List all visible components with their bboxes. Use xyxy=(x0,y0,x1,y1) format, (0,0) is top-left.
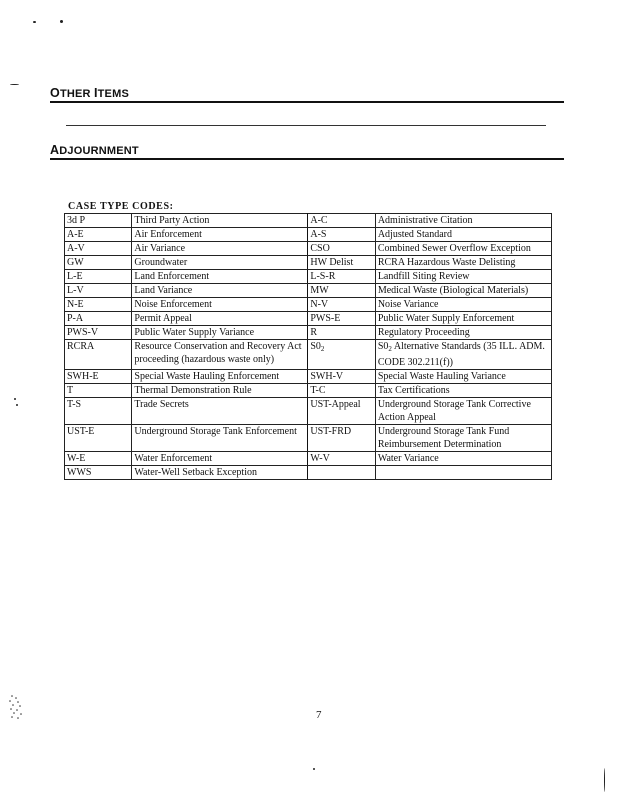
case-code-cell: WWS xyxy=(65,466,132,480)
adjournment-rule xyxy=(50,158,564,160)
table-row xyxy=(65,398,552,425)
case-code-cell xyxy=(308,466,375,480)
case-code-cell: A-V xyxy=(65,242,132,256)
case-code-cell: UST-Appeal xyxy=(308,398,375,425)
case-code-cell: T-C xyxy=(308,384,375,398)
case-description-cell: Land Variance xyxy=(132,284,308,298)
table-row xyxy=(65,340,552,370)
scan-speck xyxy=(33,21,36,23)
case-code-cell: A-E xyxy=(65,228,132,242)
other-items-heading: OTHER ITEMS xyxy=(50,86,129,100)
case-description-cell xyxy=(375,466,551,480)
case-description-cell: Tax Certifications xyxy=(375,384,551,398)
case-code-cell: HW Delist xyxy=(308,256,375,270)
case-code-cell: T xyxy=(65,384,132,398)
table-row xyxy=(65,214,552,228)
case-description-cell: Third Party Action xyxy=(132,214,308,228)
case-description-cell: Adjusted Standard xyxy=(375,228,551,242)
case-description-cell: Permit Appeal xyxy=(132,312,308,326)
case-code-cell: UST-FRD xyxy=(308,425,375,452)
case-description-cell: Water Variance xyxy=(375,452,551,466)
case-description-cell: Air Enforcement xyxy=(132,228,308,242)
case-description-cell: Land Enforcement xyxy=(132,270,308,284)
case-code-cell: GW xyxy=(65,256,132,270)
case-description-cell: Noise Enforcement xyxy=(132,298,308,312)
case-description-cell: Combined Sewer Overflow Exception xyxy=(375,242,551,256)
case-description-cell: Public Water Supply Enforcement xyxy=(375,312,551,326)
case-type-codes-table xyxy=(64,213,552,480)
blank-line xyxy=(66,125,546,126)
case-code-cell: CSO xyxy=(308,242,375,256)
case-code-cell: L-S-R xyxy=(308,270,375,284)
case-code-cell: N-E xyxy=(65,298,132,312)
scan-speck xyxy=(16,404,18,406)
case-code-cell: SWH-V xyxy=(308,370,375,384)
case-description-cell: Special Waste Hauling Variance xyxy=(375,370,551,384)
case-description-cell: Air Variance xyxy=(132,242,308,256)
case-code-cell: SWH-E xyxy=(65,370,132,384)
case-description-cell: Regulatory Proceeding xyxy=(375,326,551,340)
other-items-rule xyxy=(50,101,564,103)
case-description-cell: Underground Storage Tank Enforcement xyxy=(132,425,308,452)
table-row xyxy=(65,370,552,384)
table-row xyxy=(65,242,552,256)
case-code-cell: 3d P xyxy=(65,214,132,228)
scan-speck xyxy=(14,398,16,400)
case-code-cell: MW xyxy=(308,284,375,298)
table-row xyxy=(65,466,552,480)
scan-noise xyxy=(6,692,30,722)
case-code-cell: $S0_2$ xyxy=(308,340,375,370)
case-description-cell: Groundwater xyxy=(132,256,308,270)
table-row xyxy=(65,384,552,398)
case-code-cell: P-A xyxy=(65,312,132,326)
subscript: 2 xyxy=(320,345,325,353)
case-description-cell: Noise Variance xyxy=(375,298,551,312)
table-row xyxy=(65,256,552,270)
case-description-cell: Underground Storage Tank Corrective Action Appeal xyxy=(375,398,551,425)
table-row xyxy=(65,284,552,298)
table-row xyxy=(65,425,552,452)
case-description-cell: Administrative Citation xyxy=(375,214,551,228)
case-code-cell: A-C xyxy=(308,214,375,228)
case-description-cell: $S0_2$ Alternative Standards (35 ILL. ADM. CODE 302.211(f)) xyxy=(375,340,551,370)
adjournment-heading: ADJOURNMENT xyxy=(50,143,139,157)
page-number: 7 xyxy=(316,709,322,721)
table-row xyxy=(65,270,552,284)
case-description-cell: Public Water Supply Variance xyxy=(132,326,308,340)
case-code-cell: W-V xyxy=(308,452,375,466)
table-row xyxy=(65,452,552,466)
case-code-cell: PWS-E xyxy=(308,312,375,326)
scan-speck xyxy=(313,768,315,770)
table-row xyxy=(65,312,552,326)
subscript: 2 xyxy=(388,345,392,353)
case-code-cell: PWS-V xyxy=(65,326,132,340)
case-code-cell: N-V xyxy=(308,298,375,312)
case-description-cell: Water-Well Setback Exception xyxy=(132,466,308,480)
case-description-cell: Water Enforcement xyxy=(132,452,308,466)
case-code-cell: A-S xyxy=(308,228,375,242)
scan-speck xyxy=(60,20,63,23)
case-description-cell: Thermal Demonstration Rule xyxy=(132,384,308,398)
case-type-codes-title: CASE TYPE CODES: xyxy=(68,201,174,212)
case-description-cell: Resource Conservation and Recovery Act proceeding (hazardous waste only) xyxy=(132,340,308,370)
case-code-cell: L-V xyxy=(65,284,132,298)
case-description-cell: RCRA Hazardous Waste Delisting xyxy=(375,256,551,270)
case-description-cell: Landfill Siting Review xyxy=(375,270,551,284)
case-code-cell: R xyxy=(308,326,375,340)
scan-speck xyxy=(604,768,605,792)
table-row xyxy=(65,326,552,340)
case-description-cell: Special Waste Hauling Enforcement xyxy=(132,370,308,384)
case-description-cell: Medical Waste (Biological Materials) xyxy=(375,284,551,298)
case-code-cell: UST-E xyxy=(65,425,132,452)
case-code-cell: RCRA xyxy=(65,340,132,370)
case-code-cell: L-E xyxy=(65,270,132,284)
case-description-cell: Trade Secrets xyxy=(132,398,308,425)
table-row xyxy=(65,228,552,242)
case-description-cell: Underground Storage Tank Fund Reimbursement Determination xyxy=(375,425,551,452)
case-code-cell: T-S xyxy=(65,398,132,425)
scan-speck xyxy=(10,84,19,85)
table-row xyxy=(65,298,552,312)
case-code-cell: W-E xyxy=(65,452,132,466)
